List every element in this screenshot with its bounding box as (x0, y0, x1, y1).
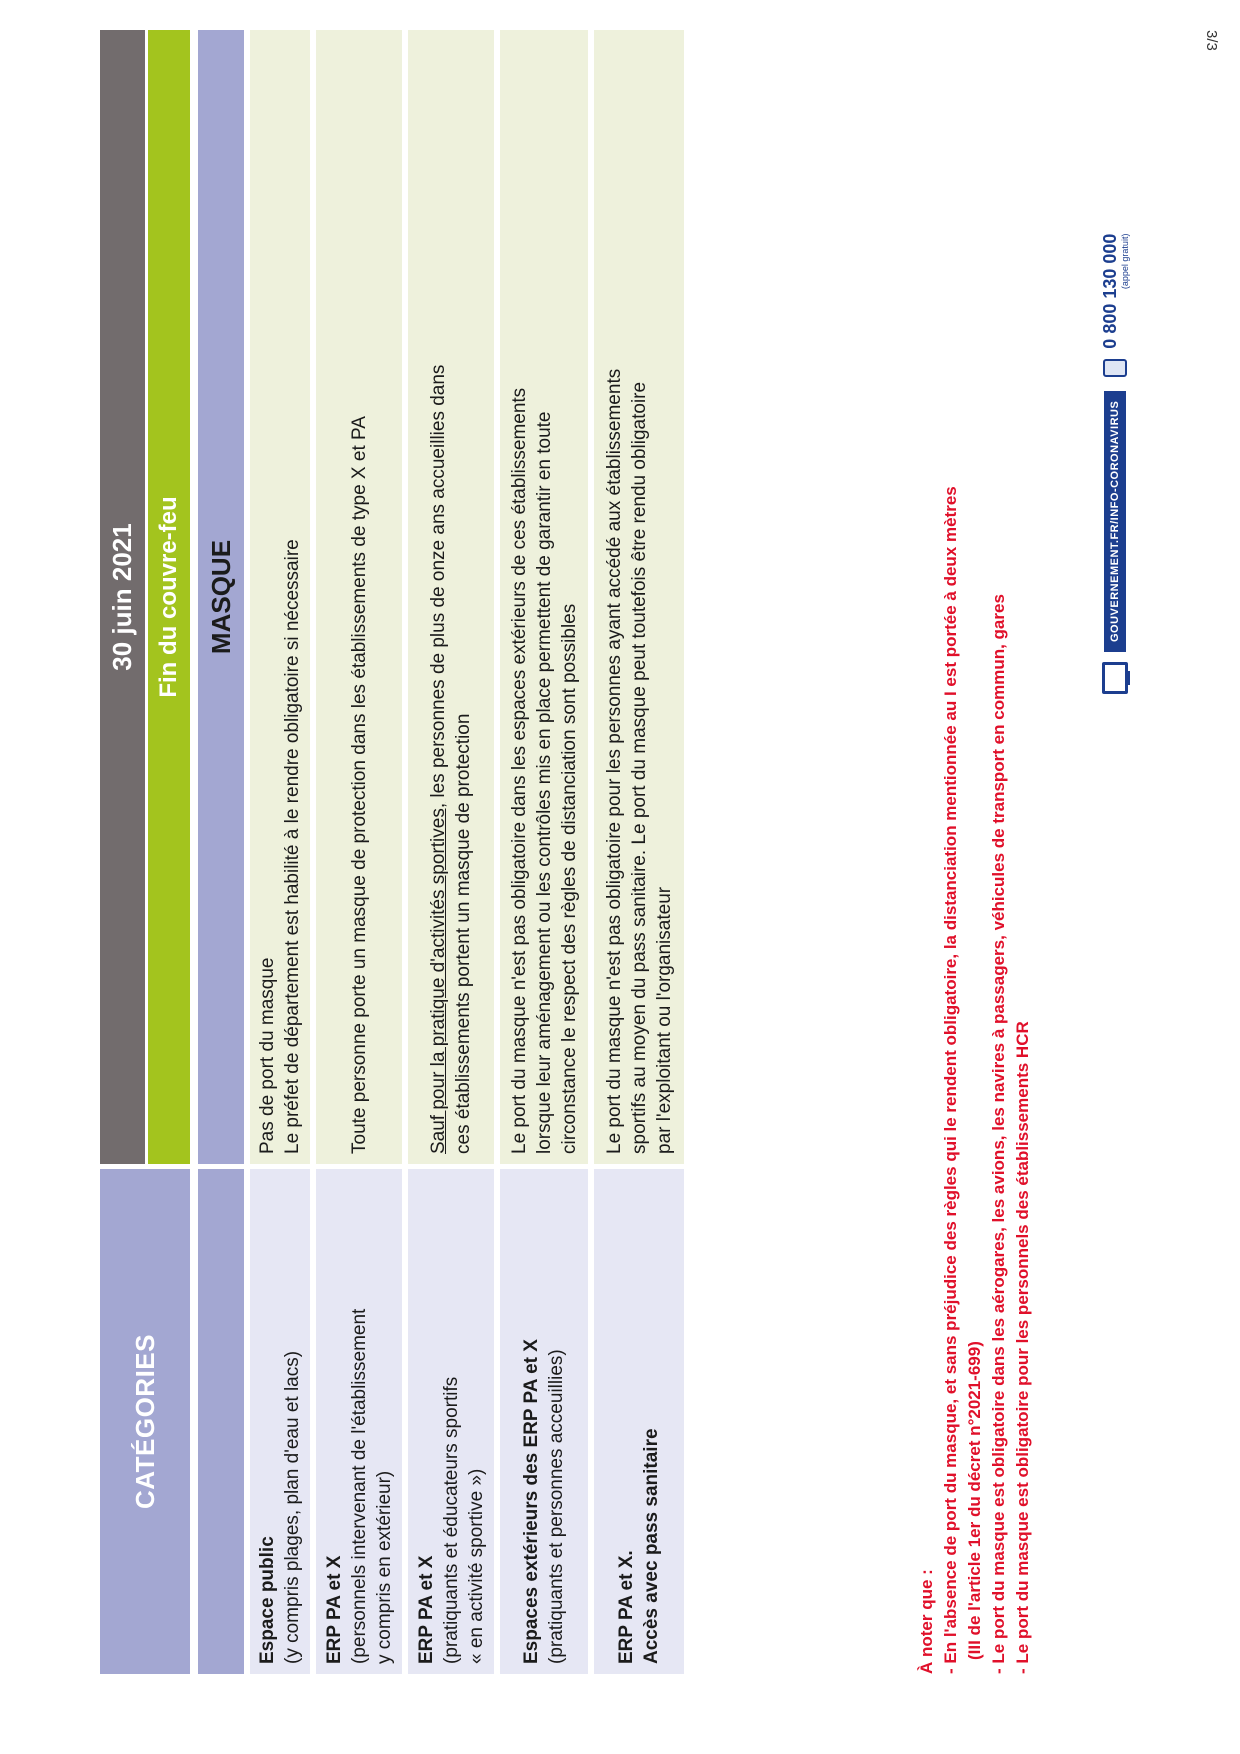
phone-note: (appel gratuit) (1120, 233, 1130, 290)
row-2-description (316, 30, 402, 1164)
row-4-category-sub: (pratiquants et personnes acceuillies) (546, 1349, 567, 1664)
phone-info (1100, 234, 1130, 349)
row-3-category-sub: (pratiquants et éducateurs sportifs (440, 1376, 462, 1664)
row-1-category (250, 1169, 310, 1674)
row-3-desc-line-1 (426, 40, 451, 1154)
notes-title: À noter que : (917, 1569, 936, 1674)
row-3-category (408, 1169, 494, 1674)
section-left-cell (198, 1169, 244, 1674)
phone-icon (1103, 359, 1127, 377)
notes-line-1b: (III de l'article 1er du décret n°2021-699) (965, 1341, 984, 1660)
row-3-desc-line: ces établissements portent un masque de protection (453, 713, 474, 1154)
curfew-header: Fin du couvre-feu (148, 30, 190, 1164)
row-3-category-sub: « en activité sportive ») (465, 1468, 487, 1664)
row-4-category-title: Espaces extérieurs des ERP PA et X (521, 1339, 542, 1664)
row-5-category (594, 1169, 684, 1674)
row-3-desc-rest: les personnes de plus de onze ans accueillies dans (428, 364, 449, 803)
notes-line-2: - Le port du masque est obligatoire dans les aérogares, les avions, les navires à passagers, véhicules de transport en commun, gares (989, 594, 1008, 1674)
row-5-desc-line: par l'exploitant ou l'organisateur (653, 886, 675, 1154)
row-4-desc-line: lorsque leur aménagement ou les contrôles mis en place permettent de garantir en toute (533, 411, 555, 1154)
row-4-description (500, 30, 588, 1164)
row-2-desc-line: Toute personne porte un masque de protection dans les établissements de type X et PA (348, 416, 370, 1154)
phone-number[interactable]: 0 800 130 000 (1100, 233, 1120, 349)
row-4-desc-line: Le port du masque n'est pas obligatoire dans les espaces extérieurs de ces établissements (508, 387, 530, 1154)
row-3-description (408, 30, 494, 1164)
section-title: MASQUE (198, 30, 244, 1164)
notes-block (915, 434, 1035, 1674)
row-2-category-title: ERP PA et X (323, 1555, 345, 1664)
row-3-category-title: ERP PA et X (415, 1555, 437, 1664)
row-2-category-sub: y compris en extérieur) (373, 1470, 395, 1664)
notes-line-3: - Le port du masque est obligatoire pour les personnels des établissements HCR (1013, 1021, 1032, 1674)
row-5-desc-line: Le port du masque n'est pas obligatoire pour les personnes ayant accédé aux établissements (603, 368, 625, 1154)
row-1-desc-line: Le préfet de département est habilité à le rendre obligatoire si nécessaire (282, 539, 303, 1154)
row-1-desc-line: Pas de port du masque (257, 957, 278, 1154)
row-5-category-sub: Accès avec pass sanitaire (641, 1428, 662, 1664)
notes-line-1: - En l'absence de port du masque, et sans préjudice des règles qui le rendent obligatoire, la distanciation mentionnée au I est portée à deux mètres (941, 486, 960, 1674)
row-1-category-title: Espace public (257, 1536, 278, 1664)
page-number: 3/3 (1203, 30, 1220, 51)
footer (1080, 14, 1150, 694)
date-header: 30 juin 2021 (100, 30, 145, 1164)
row-2-category-sub: (personnels intervenant de l'établissement (348, 1308, 370, 1664)
row-5-desc-line: sportifs au moyen du pass sanitaire. Le port du masque peut toutefois être rendu obligatoire (628, 381, 650, 1154)
row-1-description (250, 30, 310, 1164)
row-5-description (594, 30, 684, 1164)
row-4-desc-line: circonstance le respect des règles de distanciation sont possibles (558, 603, 580, 1154)
row-2-category (316, 1169, 402, 1674)
row-1-category-sub: (y compris plages, plan d'eau et lacs) (282, 1350, 303, 1664)
row-3-desc-underlined: Sauf pour la pratique d'activités sportives, (428, 802, 449, 1154)
categories-header: CATÉGORIES (100, 1169, 190, 1674)
row-5-category-title: ERP PA et X. (616, 1550, 637, 1664)
row-4-category (500, 1169, 588, 1674)
computer-icon (1102, 662, 1128, 694)
gov-website-link[interactable]: GOUVERNEMENT.FR/INFO-CORONAVIRUS (1104, 391, 1126, 652)
